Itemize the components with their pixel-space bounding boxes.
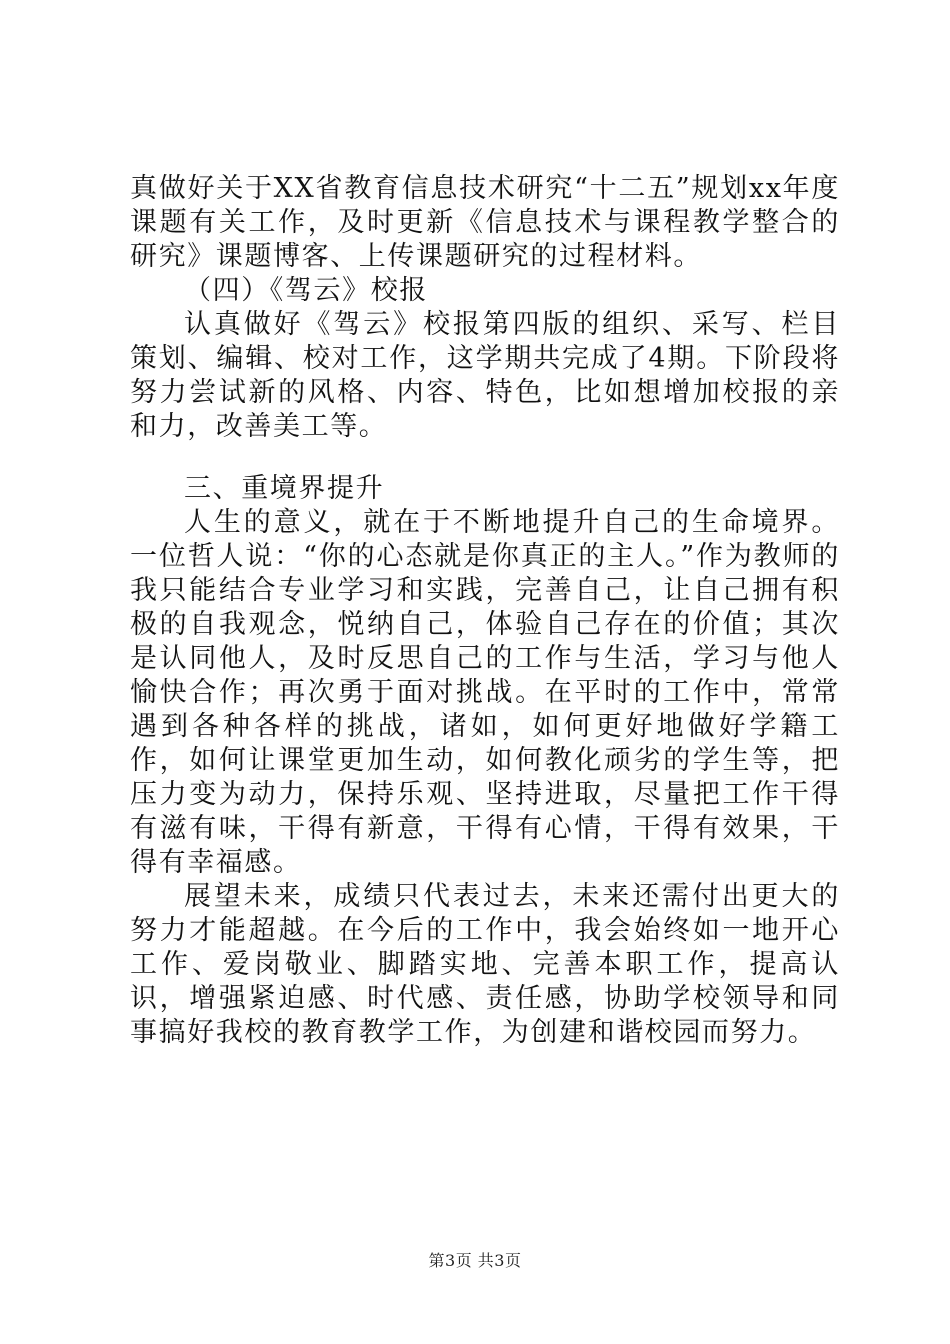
paragraph-outlook: 展望未来，成绩只代表过去，未来还需付出更大的努力才能超越。在今后的工作中，我会始终如一地开心工作、爱岗敬业、脚踏实地、完善本职工作，提高认识，增强紧迫感、时代感、责任感，协助学校领导和同事搞好我校的教育教学工作，为创建和谐校园而努力。: [130, 881, 840, 1048]
section-heading-newspaper: （四）《驾云》校报: [184, 275, 428, 306]
paragraph-spacer: [130, 444, 840, 472]
section-heading-realm: 三、重境界提升: [184, 473, 385, 504]
page-number-footer: 第3页 共3页: [428, 1251, 522, 1270]
paragraph-realm: 人生的意义，就在于不断地提升自己的生命境界。一位哲人说：“你的心态就是你真正的主人。”作为教师的我只能结合专业学习和实践，完善自己，让自己拥有积极的自我观念，悦纳自己，体验自己存在的价值；其次是认同他人，及时反思自己的工作与生活，学习与他人愉快合作；再次勇于面对挑战。在平时的工作中，常常遇到各种各样的挑战，诸如，如何更好地做好学籍工作，如何让课堂更加生动，如何教化顽劣的学生等，把压力变为动力，保持乐观、坚持进取，尽量把工作干得有滋有味，干得有新意，干得有心情，干得有效果，干得有幸福感。: [130, 507, 840, 878]
document-body: [130, 172, 840, 1050]
paragraph-continued: 真做好关于XX省教育信息技术研究“十二五”规划xx年度课题有关工作，及时更新《信息技术与课程教学整合的研究》课题博客、上传课题研究的过程材料。: [130, 173, 840, 272]
paragraph-newspaper: 认真做好《驾云》校报第四版的组织、采写、栏目策划、编辑、校对工作，这学期共完成了4期。下阶段将努力尝试新的风格、内容、特色，比如想增加校报的亲和力，改善美工等。: [130, 309, 840, 442]
